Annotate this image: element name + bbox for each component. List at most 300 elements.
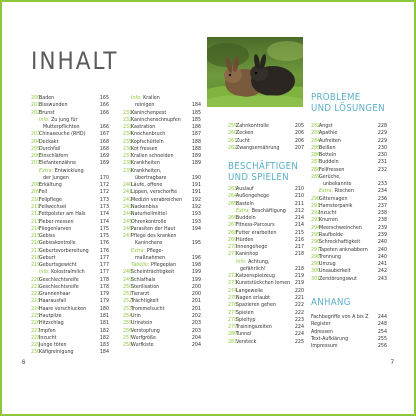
toc-entry [311, 130, 387, 137]
toc-entry [31, 320, 109, 327]
toc-entry [311, 174, 387, 181]
entry-title [131, 95, 160, 102]
toc-entry [123, 219, 201, 226]
entry-label-text: Entwicklung [53, 167, 84, 174]
entry-title: Junge töten [39, 342, 67, 349]
toc-entry [228, 215, 304, 222]
entry-title: Außengehege [236, 193, 270, 200]
entry-page: 179 [99, 298, 109, 305]
entry-page: 207 [294, 144, 304, 151]
toc-entry [123, 131, 201, 138]
entry-title: Brunst [39, 109, 55, 116]
entry-title [319, 188, 354, 195]
entry-title: Fell [39, 189, 48, 196]
toc-entry [228, 123, 304, 130]
entry-page: 178 [99, 276, 109, 283]
toc-entry [123, 284, 201, 291]
entry-page: 168 [99, 138, 109, 145]
toc-entry [31, 160, 109, 167]
toc-entry [31, 226, 109, 233]
entry-page: 236 [377, 195, 387, 202]
entry-title: Chinaseuche (RHD) [39, 131, 86, 138]
toc-entry [123, 110, 201, 117]
toc-entry [311, 276, 387, 283]
entry-number: 289 [311, 173, 321, 180]
entry-page: 165 [99, 95, 109, 101]
entry-number: 234 [123, 131, 133, 138]
entry-title: Buddeln [236, 215, 256, 222]
entry-title: Beißen [319, 144, 336, 151]
entry-title: Raufbolde [319, 231, 344, 238]
toc-entry [228, 201, 304, 208]
entry-page: 240 [377, 246, 387, 253]
entry-number: 210 [31, 196, 41, 203]
toc-entry [31, 102, 109, 109]
entry-page: 220 [294, 287, 304, 294]
entry-page: 240 [377, 239, 387, 246]
entry-label-text: Kolostralmilch [49, 269, 85, 276]
entry-page: 181 [99, 320, 109, 327]
entry-number: 215 [31, 233, 41, 240]
entry-title: Fieber messen [39, 218, 74, 225]
entry-title: Knurren [319, 217, 338, 224]
entry-page: 239 [377, 231, 387, 238]
toc-entry [31, 219, 109, 226]
toc-entry [31, 269, 109, 276]
toc-entry [123, 320, 201, 327]
toc-entry [123, 197, 201, 204]
entry-page: 212 [294, 207, 304, 214]
entry-page: 181 [99, 312, 109, 319]
entry-title: Lippen, verschorfte [131, 189, 178, 196]
toc-entry [228, 230, 304, 237]
toc-entry [31, 248, 109, 255]
entry-title: Futter erarbeiten [236, 229, 277, 236]
entry-title [236, 259, 269, 266]
toc-entry [311, 329, 387, 336]
entry-title: Impfen [39, 327, 56, 334]
entry-number: 255 [123, 320, 133, 327]
entry-page: 233 [377, 181, 387, 188]
toc-entry [31, 204, 109, 211]
entry-page: 186 [191, 124, 201, 131]
section-heading-line: UND LÖSUNGEN [311, 102, 385, 114]
entry-title: Einschläfern [39, 153, 69, 160]
entry-page: 187 [191, 131, 201, 138]
toc-column-4a [311, 123, 387, 283]
entry-page: 191 [191, 182, 201, 189]
entry-number: 209 [31, 189, 41, 196]
entry-number: 286 [311, 152, 321, 159]
entry-page: 192 [191, 203, 201, 210]
entry-title: Inzucht [39, 334, 57, 341]
section-heading-line: BESCHÄFTIGEN [228, 161, 299, 172]
toc-entry [228, 280, 304, 287]
entry-page: 218 [294, 251, 304, 258]
entry-page: 167 [99, 131, 109, 138]
entry-number: 283 [311, 130, 321, 137]
entry-page: 229 [377, 137, 387, 144]
toc-entry [228, 266, 304, 273]
toc-entry [123, 262, 201, 269]
entry-page: 224 [294, 324, 304, 331]
entry-title: Innengehege [236, 244, 268, 251]
entry-title: Ohrenkontrolle [131, 218, 167, 225]
entry-number: 214 [31, 225, 41, 232]
entry-page: 190 [191, 174, 201, 181]
entry-page: 206 [294, 137, 304, 144]
toc-entry [228, 310, 304, 317]
entry-page: 248 [377, 321, 387, 328]
entry-page: 256 [377, 343, 387, 350]
entry-page: 178 [99, 283, 109, 290]
entry-title: Geschlechtsreife [39, 283, 79, 290]
entry-title: Durchfall [39, 145, 61, 152]
entry-number: 233 [123, 124, 133, 131]
entry-title: Katzenspielzeug [236, 273, 275, 280]
entry-number: 247 [123, 233, 133, 240]
entry-page: 176 [99, 240, 109, 247]
entry-page: 215 [294, 229, 304, 236]
entry-number: 206 [31, 153, 41, 160]
toc-entry [123, 226, 201, 233]
toc-entry [311, 203, 387, 210]
entry-number: 224 [31, 305, 41, 312]
entry-page: 169 [99, 153, 109, 160]
toc-entry [31, 131, 109, 138]
entry-number: 252 [123, 298, 133, 305]
toc-entry [123, 342, 201, 349]
entry-number: 259 [228, 123, 238, 129]
entry-number: 254 [123, 312, 133, 319]
entry-page: 222 [294, 302, 304, 309]
entry-number: 249 [123, 276, 133, 283]
entry-title: Fettpolster am Hals [39, 211, 86, 218]
toc-entry [31, 240, 109, 247]
entry-number: 284 [311, 137, 321, 144]
section-heading-line: ANHANG [311, 297, 351, 308]
entry-number: 299 [311, 261, 321, 268]
toc-entry [311, 261, 387, 268]
toc-entry [311, 123, 387, 130]
entry-page: 218 [294, 265, 304, 272]
entry-number: 279 [228, 324, 238, 331]
entry-page: 188 [191, 138, 201, 145]
entry-title: Naturheilmittel [131, 211, 167, 218]
entry-title: der Jungen [43, 174, 69, 181]
entry-title: Verstopfung [131, 327, 160, 334]
entry-page: 189 [191, 160, 201, 167]
entry-title: Elefantenzähne [39, 160, 77, 167]
toc-entry [31, 262, 109, 269]
toc-entry [311, 210, 387, 217]
entry-page: 200 [191, 291, 201, 298]
entry-number: 235 [123, 138, 133, 145]
entry-title [131, 262, 176, 269]
entry-number: 245 [123, 218, 133, 225]
entry-page: 202 [191, 312, 201, 319]
entry-page: 198 [191, 262, 201, 269]
entry-number: 240 [123, 182, 133, 189]
entry-page: 217 [294, 244, 304, 251]
entry-title: Schlafhals [131, 276, 156, 283]
entry-number: 257 [123, 334, 133, 341]
entry-title: Gebiss [39, 233, 55, 240]
entry-page: 229 [377, 130, 387, 137]
entry-number: 213 [31, 218, 41, 225]
entry-page: 206 [294, 130, 304, 137]
entry-number: 270 [228, 244, 238, 251]
entry-page: 173 [99, 203, 109, 210]
entry-title: Text-Aufklärung [311, 335, 349, 342]
toc-entry [31, 139, 109, 146]
toc-column-3a [228, 123, 304, 152]
entry-title: Wurfgröße [131, 334, 156, 341]
entry-page: 244 [377, 314, 387, 320]
entry-number: 237 [123, 153, 133, 160]
toc-entry [123, 204, 201, 211]
toc-entry [311, 321, 387, 328]
entry-number: 244 [123, 211, 133, 218]
toc-entry [311, 336, 387, 343]
section-heading-probleme [311, 93, 385, 114]
entry-title: Fellfressen [319, 166, 345, 173]
toc-entry [123, 313, 201, 320]
entry-page: 172 [99, 189, 109, 196]
entry-page: 230 [377, 144, 387, 151]
entry-title [236, 208, 286, 215]
entry-number: 273 [228, 280, 238, 287]
entry-title: Spielen [236, 309, 254, 316]
entry-page: 225 [294, 338, 304, 345]
entry-page: 203 [191, 327, 201, 334]
toc-entry [31, 197, 109, 204]
toc-entry [31, 117, 109, 124]
entry-page: 210 [294, 193, 304, 200]
entry-title: Auslauf [236, 186, 254, 192]
entry-number: 219 [31, 262, 41, 269]
entry-number: 276 [228, 302, 238, 309]
entry-number: 262 [228, 144, 238, 151]
entry-title [39, 117, 78, 124]
entry-number: 292 [311, 210, 321, 217]
rabbits-photo [207, 37, 303, 107]
entry-page: 180 [99, 305, 109, 312]
entry-number: 204 [31, 138, 41, 145]
entry-title: übertragbare [135, 174, 167, 181]
entry-label-text: Pflegeplan [149, 262, 176, 269]
entry-page: 254 [377, 328, 387, 335]
entry-title: Fitness-Parcours [236, 222, 275, 229]
entry-title: Krankheiten [131, 160, 160, 167]
entry-page: 219 [294, 280, 304, 287]
entry-title: Register [311, 321, 331, 328]
entry-label: Tabelle: [131, 262, 150, 269]
entry-title: Urinstein [131, 320, 153, 327]
entry-number: 218 [31, 254, 41, 261]
toc-entry [228, 324, 304, 331]
toc-entry [228, 130, 304, 137]
toc-entry [31, 277, 109, 284]
entry-page: 184 [99, 349, 109, 356]
entry-title: Baden [39, 95, 55, 101]
entry-title: Wurfkiste [131, 342, 154, 349]
entry-number: 238 [123, 160, 133, 167]
entry-number: 221 [31, 283, 41, 290]
entry-title: Trainingszeiten [236, 324, 272, 331]
entry-title: Fellwechsel [39, 203, 67, 210]
toc-entry [311, 145, 387, 152]
entry-page: 168 [99, 145, 109, 152]
entry-label: Extra: [131, 247, 146, 254]
entry-page: 183 [99, 342, 109, 349]
entry-number: 288 [311, 166, 321, 173]
page-title: INHALT [31, 47, 119, 75]
entry-title: Kaninchenpest [131, 109, 167, 116]
toc-entry [123, 124, 201, 131]
entry-title: Geburtsvorbereitung [39, 247, 89, 254]
entry-title: Inzucht [319, 210, 337, 217]
toc-entry [123, 168, 201, 175]
entry-number: 275 [228, 294, 238, 301]
entry-title: Gerüche, [319, 173, 341, 180]
toc-entry [31, 175, 109, 182]
entry-number: 211 [31, 203, 41, 210]
entry-page: 222 [294, 309, 304, 316]
entry-page: 170 [99, 174, 109, 181]
entry-number: 208 [31, 182, 41, 189]
entry-title: Aufreiten [319, 137, 341, 144]
toc-entry [31, 182, 109, 189]
entry-title: reinigen [135, 102, 155, 109]
entry-title [39, 269, 85, 276]
entry-title: Trennung [319, 253, 342, 260]
entry-number: 251 [123, 291, 133, 298]
entry-page: 200 [191, 283, 201, 290]
toc-entry [123, 335, 201, 342]
entry-number: 250 [123, 283, 133, 290]
toc-column-1 [31, 95, 109, 357]
entry-title: Kaninchenschnupfen [131, 116, 181, 123]
entry-number: 202 [31, 109, 41, 116]
toc-entry [123, 291, 201, 298]
toc-entry [311, 196, 387, 203]
toc-entry [31, 291, 109, 298]
toc-entry [123, 146, 201, 153]
entry-title: Scheinträchtigkeit [131, 269, 175, 276]
entry-page: 239 [377, 224, 387, 231]
entry-number: 291 [311, 202, 321, 209]
entry-label-text: Pflege- [145, 247, 164, 254]
toc-entry [31, 146, 109, 153]
entry-page: 175 [99, 233, 109, 240]
entry-number: 203 [31, 131, 41, 138]
section-heading-beschaeftigen [228, 162, 298, 183]
entry-title: Gitternagen [319, 195, 348, 202]
entry-number: 278 [228, 316, 238, 323]
entry-title: Krankheiten, [131, 167, 162, 174]
toc-entry [123, 175, 201, 182]
entry-number: 287 [311, 159, 321, 166]
toc-entry [31, 95, 109, 102]
entry-title: Hitzschlag [39, 320, 64, 327]
toc-entry [228, 186, 304, 193]
entry-title: Meerschweinchen [319, 224, 362, 231]
entry-title: Spieltyp [236, 316, 256, 323]
toc-entry [31, 335, 109, 342]
entry-page: 177 [99, 262, 109, 269]
entry-title: Fachbegriffe von A bis Z [311, 314, 369, 320]
entry-page: 199 [191, 269, 201, 276]
entry-number: 261 [228, 137, 238, 144]
toc-entry [228, 145, 304, 152]
entry-page: 185 [191, 116, 201, 123]
toc-entry [311, 181, 387, 188]
entry-number: 264 [228, 193, 238, 200]
entry-label-text: Krallen [141, 95, 160, 101]
page-number-left: 6 [22, 360, 26, 366]
entry-title: Versteck [236, 338, 257, 345]
toc-entry [123, 139, 201, 146]
entry-title: Zucht [236, 137, 250, 144]
entry-title: Krallen schneiden [131, 153, 174, 160]
entry-page: 184 [191, 102, 201, 109]
entry-number: 268 [228, 229, 238, 236]
entry-title: Spazieren gehen [236, 302, 276, 309]
entry-page: 188 [191, 145, 201, 152]
entry-title: Langeweile [236, 287, 263, 294]
toc-entry [31, 284, 109, 291]
toc-column-2 [123, 95, 201, 349]
entry-page: 201 [191, 305, 201, 312]
entry-title: Tunnel [236, 331, 252, 338]
entry-number: 297 [311, 246, 321, 253]
entry-title: Sterilisation [131, 283, 160, 290]
entry-label: Info: [131, 95, 142, 101]
entry-number: 271 [228, 251, 238, 258]
entry-number: 265 [228, 200, 238, 207]
toc-entry [228, 288, 304, 295]
toc-entry [123, 160, 201, 167]
entry-page: 204 [191, 342, 201, 349]
entry-number: 267 [228, 222, 238, 229]
entry-title: Kastration [131, 124, 156, 131]
entry-title: Nackenbiss [131, 203, 158, 210]
entry-label: Info: [39, 269, 50, 276]
entry-page: 228 [377, 123, 387, 129]
entry-label-text: Zu jung für [49, 116, 78, 123]
entry-number: 266 [228, 215, 238, 222]
entry-page: 211 [294, 200, 304, 207]
section-heading-anhang [311, 298, 351, 309]
toc-entry [123, 211, 201, 218]
entry-number: 295 [311, 231, 321, 238]
entry-number: 225 [31, 312, 41, 319]
toc-entry [228, 339, 304, 346]
toc-entry [31, 168, 109, 175]
toc-entry [31, 211, 109, 218]
entry-number: 277 [228, 309, 238, 316]
toc-entry [123, 240, 201, 247]
entry-number: 258 [123, 342, 133, 349]
entry-page: 176 [99, 247, 109, 254]
entry-page: 166 [99, 109, 109, 116]
entry-title: Mutterpflichten [43, 124, 80, 131]
entry-title: Läufe, offene [131, 182, 163, 189]
toc-entry [228, 317, 304, 324]
entry-title: Betteln [319, 152, 337, 159]
entry-number: 294 [311, 224, 321, 231]
